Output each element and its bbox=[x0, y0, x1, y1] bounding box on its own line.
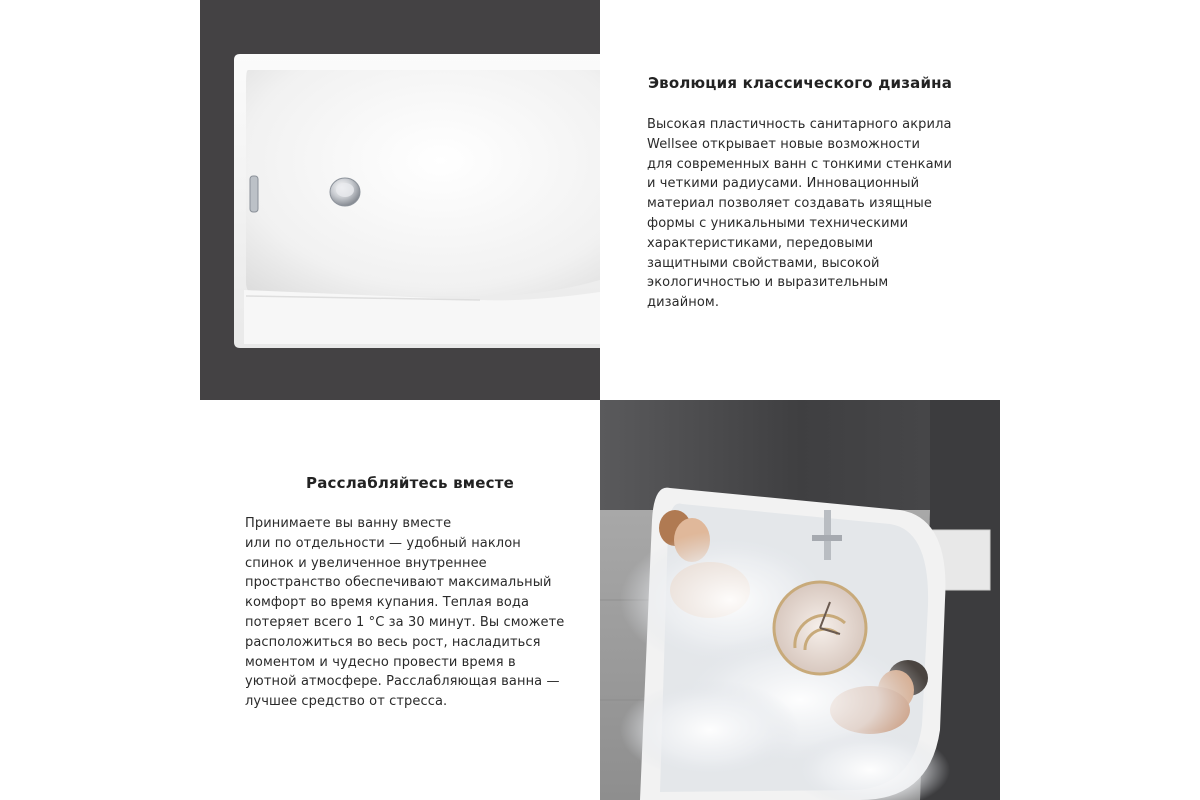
couple-bathtub-image bbox=[600, 400, 1000, 800]
classic-design-heading: Эволюция классического дизайна bbox=[647, 74, 953, 92]
relax-together-text-block bbox=[200, 0, 620, 800]
classic-design-text-block bbox=[600, 0, 1000, 400]
classic-design-body: Высокая пластичность санитарного акрила Wellsee открывает новые возможности для современных ванн с тонкими стенками и четкими радиусами. Инновационный материал позволяет создавать изящные формы с уникальными техническими характеристиками, передовыми защитными свойствами, высокой экологичностью и выразительным дизайном. bbox=[647, 117, 953, 311]
clock-overlay bbox=[774, 582, 866, 674]
relax-together-body: Принимаете вы ванну вместе или по отдельности — удобный наклон спинок и увеличенное внутреннее пространство обеспечивают максимальный комфорт во время купания. Теплая вода потеряет всего 1 °С за 30 минут. Вы сможете расположиться во весь рост, насладиться моментом и чудесно провести время в уютной атмосфере. Расслабляющая ванна — лучшее средство от стресса. bbox=[245, 516, 565, 710]
couple-bathtub-illustration bbox=[600, 400, 1000, 800]
relax-together-heading: Расслабляйтесь вместе bbox=[306, 474, 514, 492]
